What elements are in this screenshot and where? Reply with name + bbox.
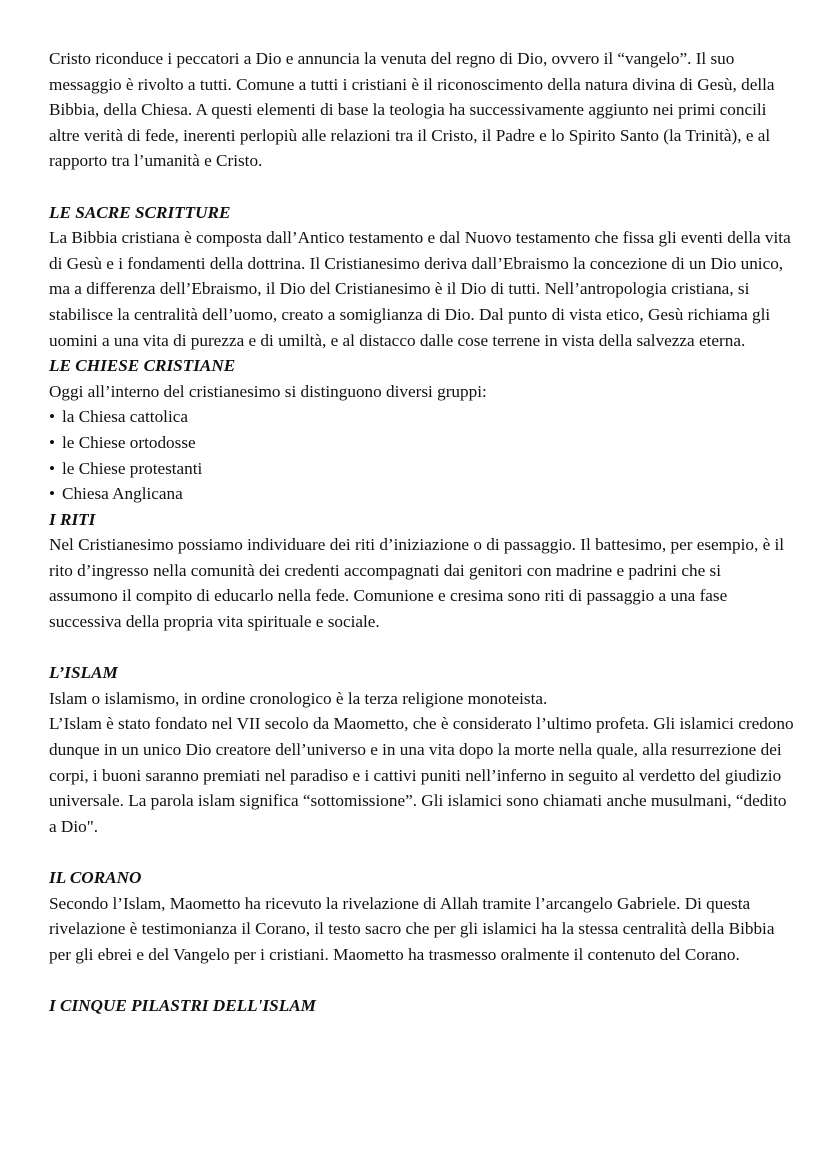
document-page xyxy=(49,46,794,1019)
corano-paragraph: Secondo l’Islam, Maometto ha ricevuto la rivelazione di Allah tramite l’arcangelo Gabriele. Di questa rivelazione è testimonianza il Corano, il testo sacro che per gli islamici ha la stessa centralità della Bibbia per gli ebrei e del Vangelo per i cristiani. Maometto ha trasmesso oralmente il contenuto del Corano. xyxy=(49,893,775,964)
bullet-icon: • xyxy=(49,484,56,504)
heading-islam: L’ISLAM xyxy=(49,663,118,683)
bullet-icon: • xyxy=(49,432,56,452)
intro-paragraph: Cristo riconduce i peccatori a Dio e annuncia la venuta del regno di Dio, ovvero il “vangelo”. Il suo messaggio è rivolto a tutti. Comune a tutti i cristiani è il riconoscimento della natura divina di Gesù, della Bibbia, della Chiesa. A questi elementi di base la teologia ha successivamente aggiunto nei primi concili altre verità di fede, inerenti perlopiù alle relazioni tra il Cristo, il Padre e lo Spirito Santo (la Trinità), e al rapporto tra l’umanità e Cristo. xyxy=(49,49,775,171)
sacre-scritture-paragraph: La Bibbia cristiana è composta dall’Antico testamento e dal Nuovo testamento che fissa gli eventi della vita di Gesù e i fondamenti della dottrina. Il Cristianesimo deriva dall’Ebraismo la concezione di un Dio unico, ma a differenza dell’Ebraismo, il Dio del Cristianesimo è il Dio di tutti. Nell’antropologia cristiana, si stabilisce la centralità dell’uomo, creato a somiglianza di Dio. Dal punto di vista etico, Gesù richiama gli uomini a una vita di purezza e di umiltà, e al distacco dalle cose terrene in vista della salvezza eterna. xyxy=(49,228,791,350)
spacer xyxy=(49,839,794,865)
heading-sacre-scritture: LE SACRE SCRITTURE xyxy=(49,202,231,222)
islam-paragraph-1: Islam o islamismo, in ordine cronologico è la terza religione monoteista. xyxy=(49,688,548,708)
spacer xyxy=(49,174,794,200)
bullet-icon: • xyxy=(49,407,56,427)
list-item xyxy=(49,430,794,456)
spacer xyxy=(49,967,794,993)
list-item-label: le Chiese ortodosse xyxy=(62,432,196,452)
heading-pilastri: I CINQUE PILASTRI DELL'ISLAM xyxy=(49,995,316,1015)
list-item-label: le Chiese protestanti xyxy=(62,458,203,478)
list-item-label: Chiesa Anglicana xyxy=(62,484,183,504)
chiese-cristiane-intro: Oggi all’interno del cristianesimo si distinguono diversi gruppi: xyxy=(49,381,487,401)
list-item-label: la Chiesa cattolica xyxy=(62,407,188,427)
riti-paragraph: Nel Cristianesimo possiamo individuare dei riti d’iniziazione o di passaggio. Il battesimo, per esempio, è il rito d’ingresso nella comunità dei credenti accompagnati dai genitori con madrine e padrini che si assumono il compito di educarlo nella fede. Comunione e cresima sono riti di passaggio a una fase successiva della propria vita spirituale e sociale. xyxy=(49,535,785,632)
islam-paragraph-2: L’Islam è stato fondato nel VII secolo da Maometto, che è considerato l’ultimo profeta. Gli islamici credono dunque in un unico Dio creatore dell’universo e in una vita dopo la morte nella quale, alla resurrezione dei corpi, i buoni saranno premiati nel paradiso e i cattivi puniti nell’inferno in seguito al verdetto del giudizio universale. La parola islam significa “sottomissione”. Gli islamici sono chiamati anche musulmani, “dedito a Dio". xyxy=(49,714,794,836)
heading-riti: I RITI xyxy=(49,509,96,529)
list-item xyxy=(49,481,794,507)
spacer xyxy=(49,635,794,661)
chiese-list xyxy=(49,404,794,506)
list-item xyxy=(49,456,794,482)
heading-corano: IL CORANO xyxy=(49,868,142,887)
bullet-icon: • xyxy=(49,458,56,478)
heading-chiese-cristiane: LE CHIESE CRISTIANE xyxy=(49,356,236,376)
list-item xyxy=(49,404,794,430)
